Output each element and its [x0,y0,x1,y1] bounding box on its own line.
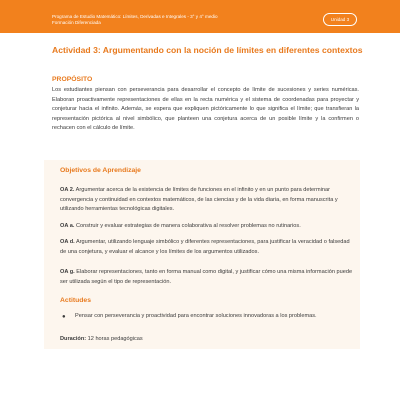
unit-badge: Unidad 3 [323,13,357,26]
bullet-icon: ● [62,314,66,320]
program-title [52,14,292,25]
program-title-line2: Formación Diferenciada [52,19,101,25]
duration-value: 12 horas pedagógicas [86,336,143,342]
objective-text: Argumentar, utilizando lenguaje simbólico y diferentes representaciones, para justificar la veracidad o falsedad de una conjetura, y evaluar el alcance y los límites de los argumentos utilizados. [60,239,350,255]
program-title-line1: Programa de Estudio Matemático: Límites, Derivadas e Integrales - 3° y 4° medio [52,14,218,19]
objective-item [60,238,355,257]
objective-code: OA a. [60,223,75,229]
objective-item [60,186,355,215]
objective-text: Elaborar representaciones, tanto en forma manual como digital, y justificar cómo una misma información puede ser utilizada según el tipo de representación. [60,269,353,285]
objective-text: Construir y evaluar estrategias de manera colaborativa al resolver problemas no rutinarios. [74,223,301,229]
activity-title: Actividad 3: Argumentando con la noción de límites en diferentes contextos [52,45,363,55]
objectives-heading: Objetivos de Aprendizaje [60,167,141,174]
purpose-heading: PROPÓSITO [52,76,93,83]
objective-code: OA g. [60,269,75,275]
objective-item [60,222,355,232]
purpose-paragraph: Los estudiantes piensan con perseverancia para desarrollar el concepto de límite de sucesiones y series numéricas. Elaboran proactivamente representaciones de ellas en la recta numérica y el sistema de coordenadas para proyectar y conjeturar hacia el infinito. Además, se espera que expliquen pictóricamente lo que significa el límite; que transfieran la representación pictórica al nivel simbólico, que planteen una conjetura acerca de un posible límite y la confirmen o rechacen con el cálculo de límite. [52,87,359,132]
duration-label: Duración: [60,336,87,342]
objective-code: OA 2. [60,187,75,193]
page-header [0,0,400,33]
attitudes-heading: Actitudes [60,297,91,304]
objective-item [60,268,355,287]
duration [60,336,143,342]
objective-text: Argumentar acerca de la existencia de límites de funciones en el infinito y en un punto para determinar convergencia y continuidad en contextos matemáticos, de las ciencias y de la vida diaria, en forma manuscrita y utilizando herramientas tecnológicas digitales. [60,187,338,213]
attitude-text: Pensar con perseverancia y proactividad para encontrar soluciones innovadoras a los problemas. [75,313,317,319]
objective-code: OA d. [60,239,75,245]
